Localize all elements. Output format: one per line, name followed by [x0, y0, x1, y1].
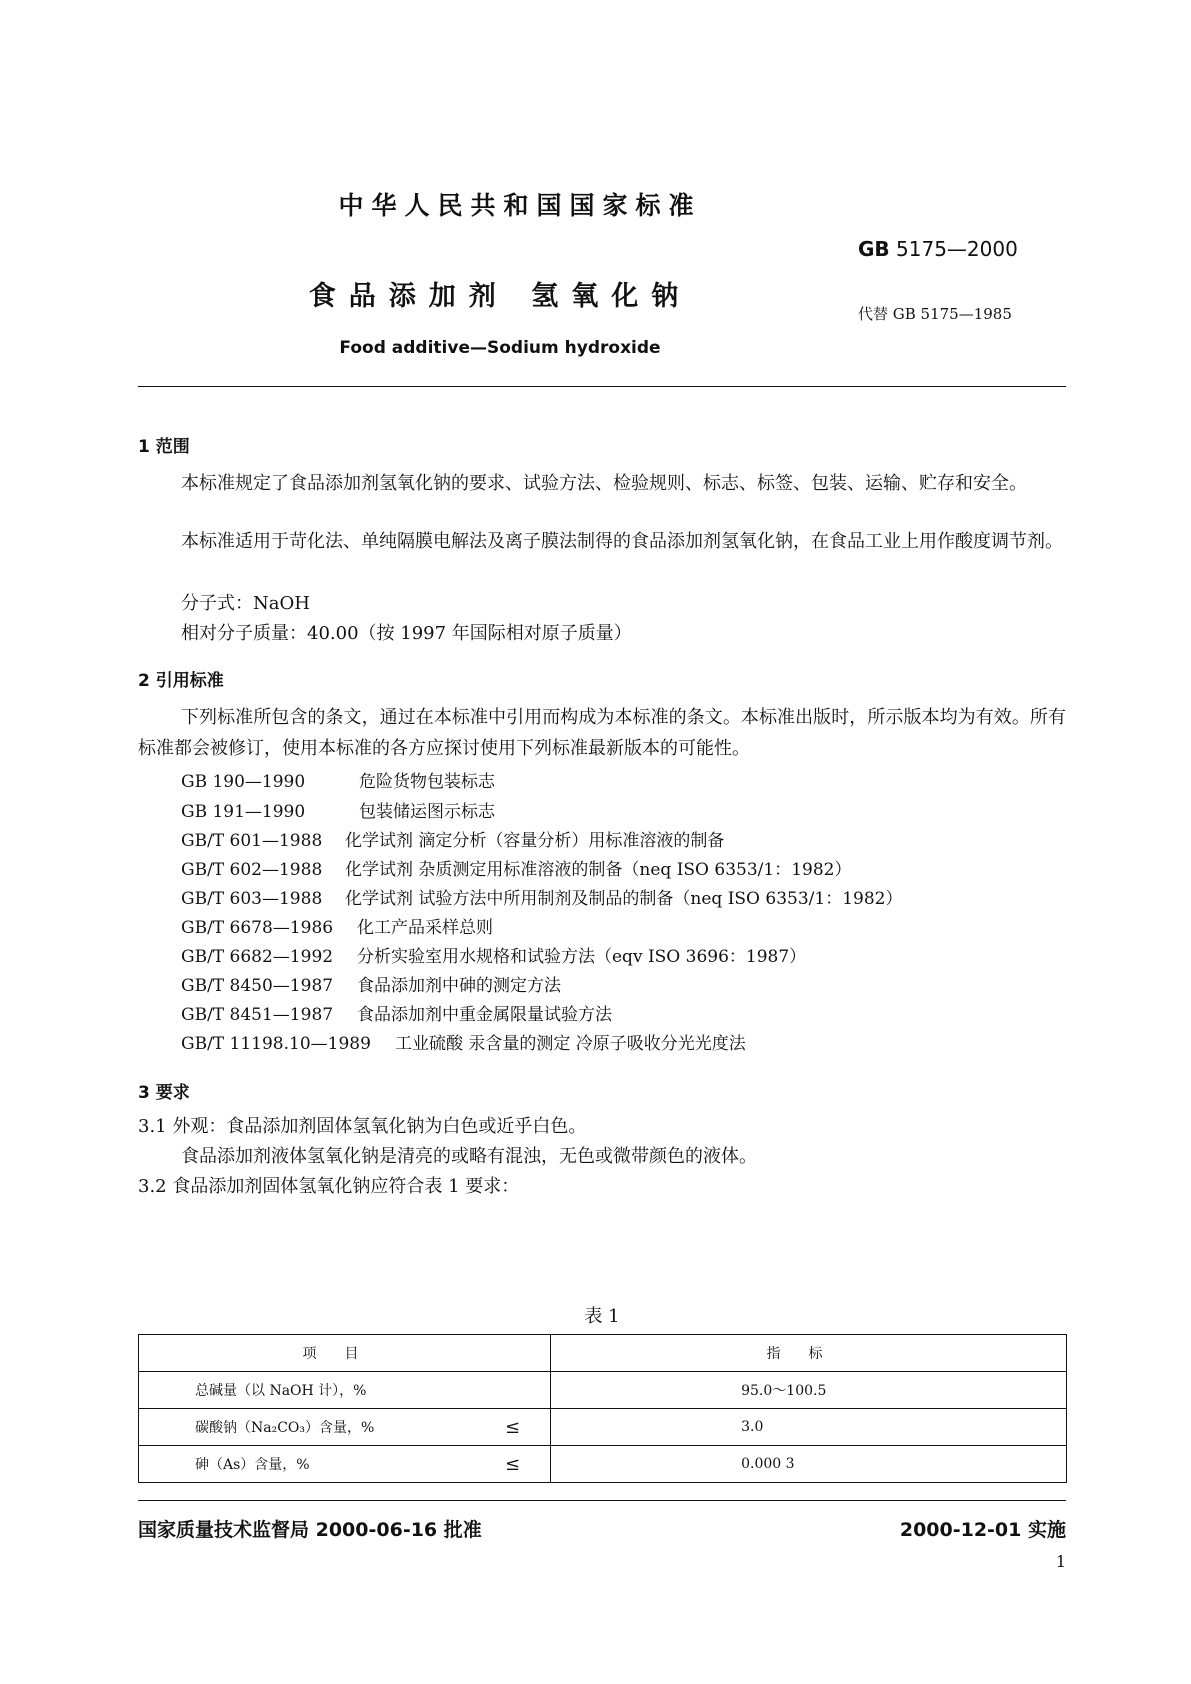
clause-3-1: 3.1 外观：食品添加剂固体氢氧化钠为白色或近乎白色。	[138, 1116, 587, 1137]
effective-date: 2000-12-01 实施	[899, 1519, 1066, 1541]
reference-title: 化学试剂 杂质测定用标准溶液的制备（neq ISO 6353/1：1982）	[345, 860, 852, 880]
reference-title: 化工产品采样总则	[357, 918, 493, 938]
reference-title: 食品添加剂中重金属限量试验方法	[357, 1005, 612, 1025]
section-1-title: 1 范围	[138, 437, 190, 457]
page-number: 1	[1055, 1552, 1066, 1571]
reference-item	[181, 971, 561, 996]
clause-3-1-liquid: 食品添加剂液体氢氧化钠是清亮的或略有混浊，无色或微带颜色的液体。	[181, 1146, 757, 1167]
reference-code: GB/T 8451—1987	[181, 1005, 334, 1025]
column-header-index: 指标	[551, 1335, 1067, 1372]
row-value: 3.0	[551, 1409, 1067, 1446]
table-row	[139, 1372, 1067, 1409]
reference-item	[181, 767, 495, 792]
reference-item	[181, 855, 851, 880]
row-item-label: 砷（As）含量，%	[195, 1457, 310, 1473]
reference-code: GB/T 8450—1987	[181, 976, 334, 996]
reference-code: GB 191—1990	[181, 802, 306, 822]
less-equal-sign: ≤	[505, 1417, 521, 1438]
approval-line: 国家质量技术监督局 2000-06-16 批准	[138, 1519, 482, 1541]
table-header-row	[139, 1335, 1067, 1372]
reference-title: 包装储运图示标志	[359, 802, 495, 822]
reference-item	[181, 1029, 746, 1054]
molecular-mass: 相对分子质量：40.00（按 1997 年国际相对原子质量）	[181, 623, 632, 644]
reference-title: 化学试剂 试验方法中所用制剂及制品的制备（neq ISO 6353/1：1982）	[345, 889, 903, 909]
table-caption: 表 1	[584, 1306, 620, 1327]
row-item	[139, 1409, 551, 1446]
reference-title: 分析实验室用水规格和试验方法（eqv ISO 3696：1987）	[357, 947, 807, 967]
standard-code: 5175—2000	[896, 237, 1018, 261]
reference-title: 危险货物包装标志	[359, 772, 495, 792]
section-2-title: 2 引用标准	[138, 671, 224, 691]
row-item	[139, 1446, 551, 1483]
reference-item	[181, 1000, 612, 1025]
table-row	[139, 1409, 1067, 1446]
reference-code: GB/T 601—1988	[181, 831, 323, 851]
issuing-body: 中华人民共和国国家标准	[338, 191, 702, 220]
title-chinese: 食品添加剂 氢氧化钠	[308, 281, 692, 312]
reference-item	[181, 942, 806, 967]
reference-code: GB/T 603—1988	[181, 889, 323, 909]
section-1-paragraph-1: 本标准规定了食品添加剂氢氧化钠的要求、试验方法、检验规则、标志、标签、包装、运输、贮存和安全。	[181, 473, 1027, 494]
reference-code: GB/T 11198.10—1989	[181, 1034, 371, 1054]
standard-prefix: GB	[858, 237, 890, 261]
reference-title: 工业硫酸 汞含量的测定 冷原子吸收分光光度法	[395, 1034, 746, 1054]
reference-item	[181, 913, 493, 938]
section-1-paragraph-2: 本标准适用于苛化法、单纯隔膜电解法及离子膜法制得的食品添加剂氢氧化钠，在食品工业上用作酸度调节剂。	[181, 531, 1063, 552]
reference-item	[181, 884, 902, 909]
row-value: 95.0～100.5	[551, 1372, 1067, 1409]
reference-code: GB/T 6678—1986	[181, 918, 334, 938]
reference-item	[181, 826, 724, 851]
header-divider	[138, 386, 1066, 387]
replaces-standard: 代替 GB 5175—1985	[858, 305, 1012, 323]
reference-code: GB 190—1990	[181, 772, 306, 792]
clause-3-2: 3.2 食品添加剂固体氢氧化钠应符合表 1 要求：	[138, 1176, 520, 1197]
less-equal-sign: ≤	[505, 1454, 521, 1475]
reference-item	[181, 797, 495, 822]
section-3-title: 3 要求	[138, 1083, 190, 1103]
reference-code: GB/T 602—1988	[181, 860, 323, 880]
section-2-paragraph: 下列标准所包含的条文，通过在本标准中引用而构成为本标准的条文。本标准出版时，所示版本均为有效。所有标准都会被修订，使用本标准的各方应探讨使用下列标准最新版本的可能性。	[138, 707, 1066, 759]
reference-title: 化学试剂 滴定分析（容量分析）用标准溶液的制备	[345, 831, 725, 851]
table-row	[139, 1446, 1067, 1483]
row-value: 0.000 3	[551, 1446, 1067, 1483]
molecular-formula: 分子式：NaOH	[181, 593, 310, 614]
row-item-label: 碳酸钠（Na₂CO₃）含量，%	[195, 1420, 375, 1436]
reference-title: 食品添加剂中砷的测定方法	[357, 976, 561, 996]
title-english: Food additive—Sodium hydroxide	[339, 338, 661, 358]
column-header-item: 项目	[139, 1335, 551, 1372]
row-item: 总碱量（以 NaOH 计），%	[139, 1372, 551, 1409]
requirements-table	[138, 1334, 1067, 1483]
footer-divider	[138, 1500, 1066, 1501]
reference-code: GB/T 6682—1992	[181, 947, 334, 967]
standard-number	[858, 237, 1018, 261]
